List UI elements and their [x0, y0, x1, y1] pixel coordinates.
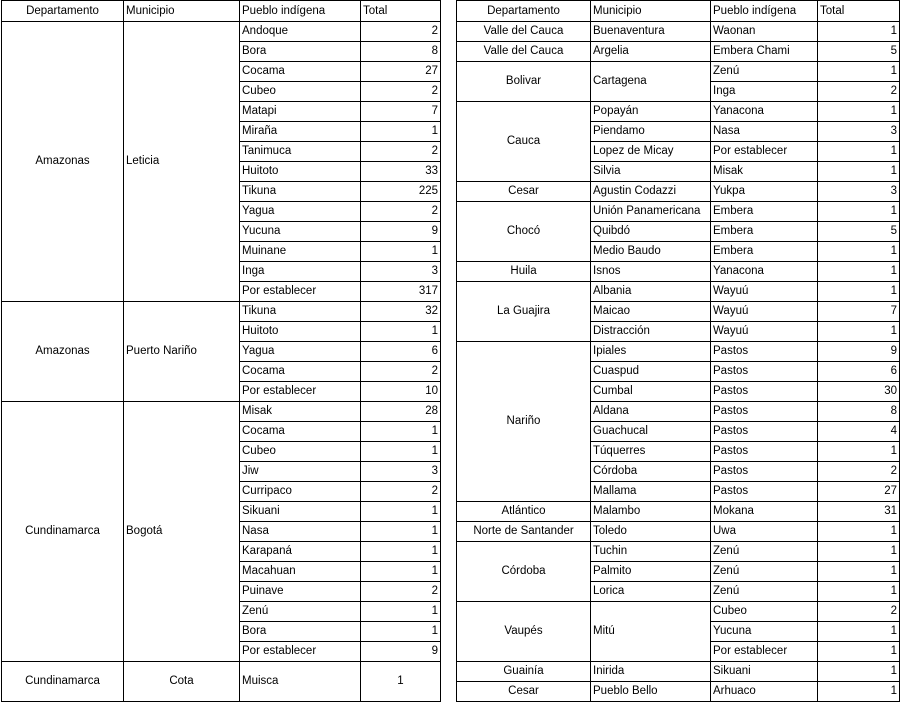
departamento-cell: Cesar — [457, 182, 591, 202]
pueblo-cell: Andoque — [240, 22, 361, 42]
total-cell: 1 — [818, 662, 900, 682]
municipio-cell: Popayán — [591, 102, 711, 122]
pueblo-cell: Embera — [711, 242, 818, 262]
pueblo-cell: Jiw — [240, 462, 361, 482]
total-cell: 27 — [818, 482, 900, 502]
pueblo-cell: Por establecer — [711, 142, 818, 162]
total-cell: 2 — [361, 142, 441, 162]
departamento-cell: Guainía — [457, 662, 591, 682]
total-cell: 1 — [818, 202, 900, 222]
pueblo-cell: Pastos — [711, 402, 818, 422]
pueblo-cell: Macahuan — [240, 562, 361, 582]
total-cell: 1 — [361, 502, 441, 522]
total-cell: 1 — [818, 542, 900, 562]
departamento-cell: Cauca — [457, 102, 591, 182]
total-cell: 30 — [818, 382, 900, 402]
pueblo-cell: Wayuú — [711, 302, 818, 322]
departamento-cell: Huila — [457, 262, 591, 282]
pueblo-cell: Sikuani — [711, 662, 818, 682]
pueblo-cell: Yagua — [240, 342, 361, 362]
departamento-cell: Nariño — [457, 342, 591, 502]
pueblo-cell: Puinave — [240, 582, 361, 602]
pueblo-cell: Por establecer — [240, 282, 361, 302]
total-cell: 1 — [361, 622, 441, 642]
total-cell: 8 — [361, 42, 441, 62]
total-cell: 28 — [361, 402, 441, 422]
pueblo-cell: Huitoto — [240, 322, 361, 342]
table-row — [2, 302, 441, 322]
pueblo-cell: Wayuú — [711, 322, 818, 342]
pueblo-cell: Zenú — [711, 562, 818, 582]
total-cell: 1 — [361, 122, 441, 142]
departamento-cell: Norte de Santander — [457, 522, 591, 542]
pueblo-cell: Pastos — [711, 482, 818, 502]
table-row — [457, 542, 900, 562]
left-header-row — [2, 1, 441, 22]
left-population-table — [1, 0, 441, 702]
pueblo-cell: Yagua — [240, 202, 361, 222]
departamento-cell: Valle del Cauca — [457, 42, 591, 62]
municipio-cell: Distracción — [591, 322, 711, 342]
total-cell: 3 — [361, 462, 441, 482]
total-cell: 1 — [361, 242, 441, 262]
total-cell: 3 — [818, 122, 900, 142]
departamento-cell: Cesar — [457, 682, 591, 702]
pueblo-cell: Cocama — [240, 362, 361, 382]
pueblo-cell: Sikuani — [240, 502, 361, 522]
total-cell: 10 — [361, 382, 441, 402]
pueblo-cell: Waonan — [711, 22, 818, 42]
table-row — [457, 602, 900, 622]
table-row — [457, 342, 900, 362]
total-cell: 1 — [361, 322, 441, 342]
municipio-cell: Quibdó — [591, 222, 711, 242]
municipio-cell: Albania — [591, 282, 711, 302]
departamento-cell: Bolivar — [457, 62, 591, 102]
pueblo-cell: Por establecer — [240, 382, 361, 402]
table-row — [457, 502, 900, 522]
pueblo-cell: Mokana — [711, 502, 818, 522]
pueblo-cell: Wayuú — [711, 282, 818, 302]
pueblo-cell: Bora — [240, 42, 361, 62]
total-cell: 5 — [818, 222, 900, 242]
total-cell: 3 — [361, 262, 441, 282]
departamento-cell: Valle del Cauca — [457, 22, 591, 42]
departamento-cell: Atlántico — [457, 502, 591, 522]
table-row — [457, 282, 900, 302]
pueblo-cell: Uwa — [711, 522, 818, 542]
total-cell: 2 — [361, 482, 441, 502]
right-header-row — [457, 1, 900, 22]
municipio-cell: Silvia — [591, 162, 711, 182]
pueblo-cell: Nasa — [240, 522, 361, 542]
table-row — [2, 402, 441, 422]
municipio-cell: Aldana — [591, 402, 711, 422]
total-cell: 2 — [361, 362, 441, 382]
table-row — [457, 102, 900, 122]
municipio-cell: Ipiales — [591, 342, 711, 362]
municipio-cell: Agustin Codazzi — [591, 182, 711, 202]
table-row — [457, 42, 900, 62]
pueblo-cell: Matapi — [240, 102, 361, 122]
municipio-cell: Isnos — [591, 262, 711, 282]
total-cell: 1 — [818, 102, 900, 122]
total-cell: 9 — [361, 222, 441, 242]
header-pueblo-indigena: Pueblo indígena — [240, 1, 361, 22]
pueblo-cell: Yanacona — [711, 262, 818, 282]
municipio-cell: Pueblo Bello — [591, 682, 711, 702]
total-cell: 2 — [361, 22, 441, 42]
table-row — [2, 662, 441, 702]
municipio-cell: Palmito — [591, 562, 711, 582]
pueblo-cell: Nasa — [711, 122, 818, 142]
municipio-cell: Lorica — [591, 582, 711, 602]
pueblo-cell: Arhuaco — [711, 682, 818, 702]
total-cell: 1 — [818, 62, 900, 82]
total-cell: 1 — [361, 562, 441, 582]
total-cell: 7 — [361, 102, 441, 122]
header-departamento: Departamento — [2, 1, 124, 22]
pueblo-cell: Cubeo — [711, 602, 818, 622]
total-cell: 31 — [818, 502, 900, 522]
municipio-cell: Buenaventura — [591, 22, 711, 42]
total-cell: 2 — [361, 82, 441, 102]
municipio-cell: Leticia — [124, 22, 240, 302]
pueblo-cell: Pastos — [711, 342, 818, 362]
total-cell: 1 — [818, 442, 900, 462]
total-cell: 1 — [818, 162, 900, 182]
total-cell: 1 — [818, 282, 900, 302]
total-cell: 6 — [818, 362, 900, 382]
total-cell: 1 — [818, 262, 900, 282]
municipio-cell: Guachucal — [591, 422, 711, 442]
departamento-cell: Córdoba — [457, 542, 591, 602]
pueblo-cell: Yukpa — [711, 182, 818, 202]
total-cell: 2 — [818, 462, 900, 482]
total-cell: 9 — [361, 642, 441, 662]
header-municipio: Municipio — [591, 1, 711, 22]
table-row — [457, 682, 900, 702]
right-population-table — [456, 0, 900, 702]
pueblo-cell: Tikuna — [240, 302, 361, 322]
municipio-cell: Toledo — [591, 522, 711, 542]
total-cell: 317 — [361, 282, 441, 302]
total-cell: 3 — [818, 182, 900, 202]
pueblo-cell: Inga — [711, 82, 818, 102]
total-cell: 27 — [361, 62, 441, 82]
municipio-cell: Mitú — [591, 602, 711, 662]
pueblo-cell: Pastos — [711, 442, 818, 462]
table-row — [457, 62, 900, 82]
total-cell: 1 — [361, 522, 441, 542]
pueblo-cell: Zenú — [711, 582, 818, 602]
pueblo-cell: Zenú — [240, 602, 361, 622]
pueblo-cell: Pastos — [711, 362, 818, 382]
total-cell: 1 — [818, 522, 900, 542]
municipio-cell: Tuchin — [591, 542, 711, 562]
pueblo-cell: Huitoto — [240, 162, 361, 182]
pueblo-cell: Inga — [240, 262, 361, 282]
departamento-cell: Amazonas — [2, 22, 124, 302]
pueblo-cell: Cubeo — [240, 442, 361, 462]
pueblo-cell: Cubeo — [240, 82, 361, 102]
municipio-cell: Argelia — [591, 42, 711, 62]
total-cell: 9 — [818, 342, 900, 362]
pueblo-cell: Zenú — [711, 542, 818, 562]
total-cell: 1 — [818, 642, 900, 662]
total-cell: 225 — [361, 182, 441, 202]
table-row — [457, 202, 900, 222]
municipio-cell: Bogotá — [124, 402, 240, 662]
pueblo-cell: Yucuna — [240, 222, 361, 242]
total-cell: 1 — [818, 142, 900, 162]
total-cell: 8 — [818, 402, 900, 422]
total-cell: 1 — [361, 442, 441, 462]
total-cell: 1 — [818, 322, 900, 342]
pueblo-cell: Pastos — [711, 422, 818, 442]
pueblo-cell: Karapaná — [240, 542, 361, 562]
municipio-cell: Cuaspud — [591, 362, 711, 382]
total-cell: 1 — [818, 582, 900, 602]
municipio-cell: Túquerres — [591, 442, 711, 462]
pueblo-cell: Miraña — [240, 122, 361, 142]
pueblo-cell: Por establecer — [240, 642, 361, 662]
departamento-cell: Cundinamarca — [2, 662, 124, 702]
departamento-cell: Cundinamarca — [2, 402, 124, 662]
municipio-cell: Medio Baudo — [591, 242, 711, 262]
table-row — [457, 22, 900, 42]
header-total: Total — [361, 1, 441, 22]
total-cell: 1 — [818, 22, 900, 42]
header-pueblo-indigena: Pueblo indígena — [711, 1, 818, 22]
total-cell: 1 — [818, 242, 900, 262]
pueblo-cell: Embera — [711, 202, 818, 222]
table-row — [457, 262, 900, 282]
departamento-cell: Vaupés — [457, 602, 591, 662]
total-cell: 1 — [818, 562, 900, 582]
departamento-cell: La Guajira — [457, 282, 591, 342]
pueblo-cell: Misak — [711, 162, 818, 182]
total-cell: 1 — [361, 602, 441, 622]
table-row — [457, 662, 900, 682]
pueblo-cell: Bora — [240, 622, 361, 642]
municipio-cell: Maicao — [591, 302, 711, 322]
pueblo-cell: Pastos — [711, 382, 818, 402]
municipio-cell: Unión Panamericana — [591, 202, 711, 222]
table-row — [457, 182, 900, 202]
pueblo-cell: Muisca — [240, 662, 361, 702]
pueblo-cell: Zenú — [711, 62, 818, 82]
pueblo-cell: Por establecer — [711, 642, 818, 662]
pueblo-cell: Yucuna — [711, 622, 818, 642]
total-cell: 1 — [361, 422, 441, 442]
total-cell: 5 — [818, 42, 900, 62]
header-departamento: Departamento — [457, 1, 591, 22]
total-cell: 6 — [361, 342, 441, 362]
municipio-cell: Inirida — [591, 662, 711, 682]
departamento-cell: Amazonas — [2, 302, 124, 402]
table-row — [2, 22, 441, 42]
municipio-cell: Malambo — [591, 502, 711, 522]
header-municipio: Municipio — [124, 1, 240, 22]
pueblo-cell: Muinane — [240, 242, 361, 262]
total-cell: 1 — [818, 622, 900, 642]
total-cell: 1 — [361, 662, 441, 702]
pueblo-cell: Curripaco — [240, 482, 361, 502]
pueblo-cell: Cocama — [240, 62, 361, 82]
pueblo-cell: Embera Chami — [711, 42, 818, 62]
municipio-cell: Lopez de Micay — [591, 142, 711, 162]
municipio-cell: Cota — [124, 662, 240, 702]
total-cell: 1 — [818, 682, 900, 702]
total-cell: 7 — [818, 302, 900, 322]
pueblo-cell: Cocama — [240, 422, 361, 442]
pueblo-cell: Pastos — [711, 462, 818, 482]
table-row — [457, 522, 900, 542]
municipio-cell: Puerto Nariño — [124, 302, 240, 402]
pueblo-cell: Tikuna — [240, 182, 361, 202]
total-cell: 1 — [361, 542, 441, 562]
pueblo-cell: Yanacona — [711, 102, 818, 122]
pueblo-cell: Tanimuca — [240, 142, 361, 162]
total-cell: 2 — [818, 82, 900, 102]
municipio-cell: Córdoba — [591, 462, 711, 482]
total-cell: 2 — [818, 602, 900, 622]
departamento-cell: Chocó — [457, 202, 591, 262]
pueblo-cell: Misak — [240, 402, 361, 422]
total-cell: 32 — [361, 302, 441, 322]
pueblo-cell: Embera — [711, 222, 818, 242]
total-cell: 4 — [818, 422, 900, 442]
municipio-cell: Mallama — [591, 482, 711, 502]
municipio-cell: Piendamo — [591, 122, 711, 142]
municipio-cell: Cartagena — [591, 62, 711, 102]
total-cell: 2 — [361, 202, 441, 222]
total-cell: 33 — [361, 162, 441, 182]
total-cell: 2 — [361, 582, 441, 602]
municipio-cell: Cumbal — [591, 382, 711, 402]
header-total: Total — [818, 1, 900, 22]
